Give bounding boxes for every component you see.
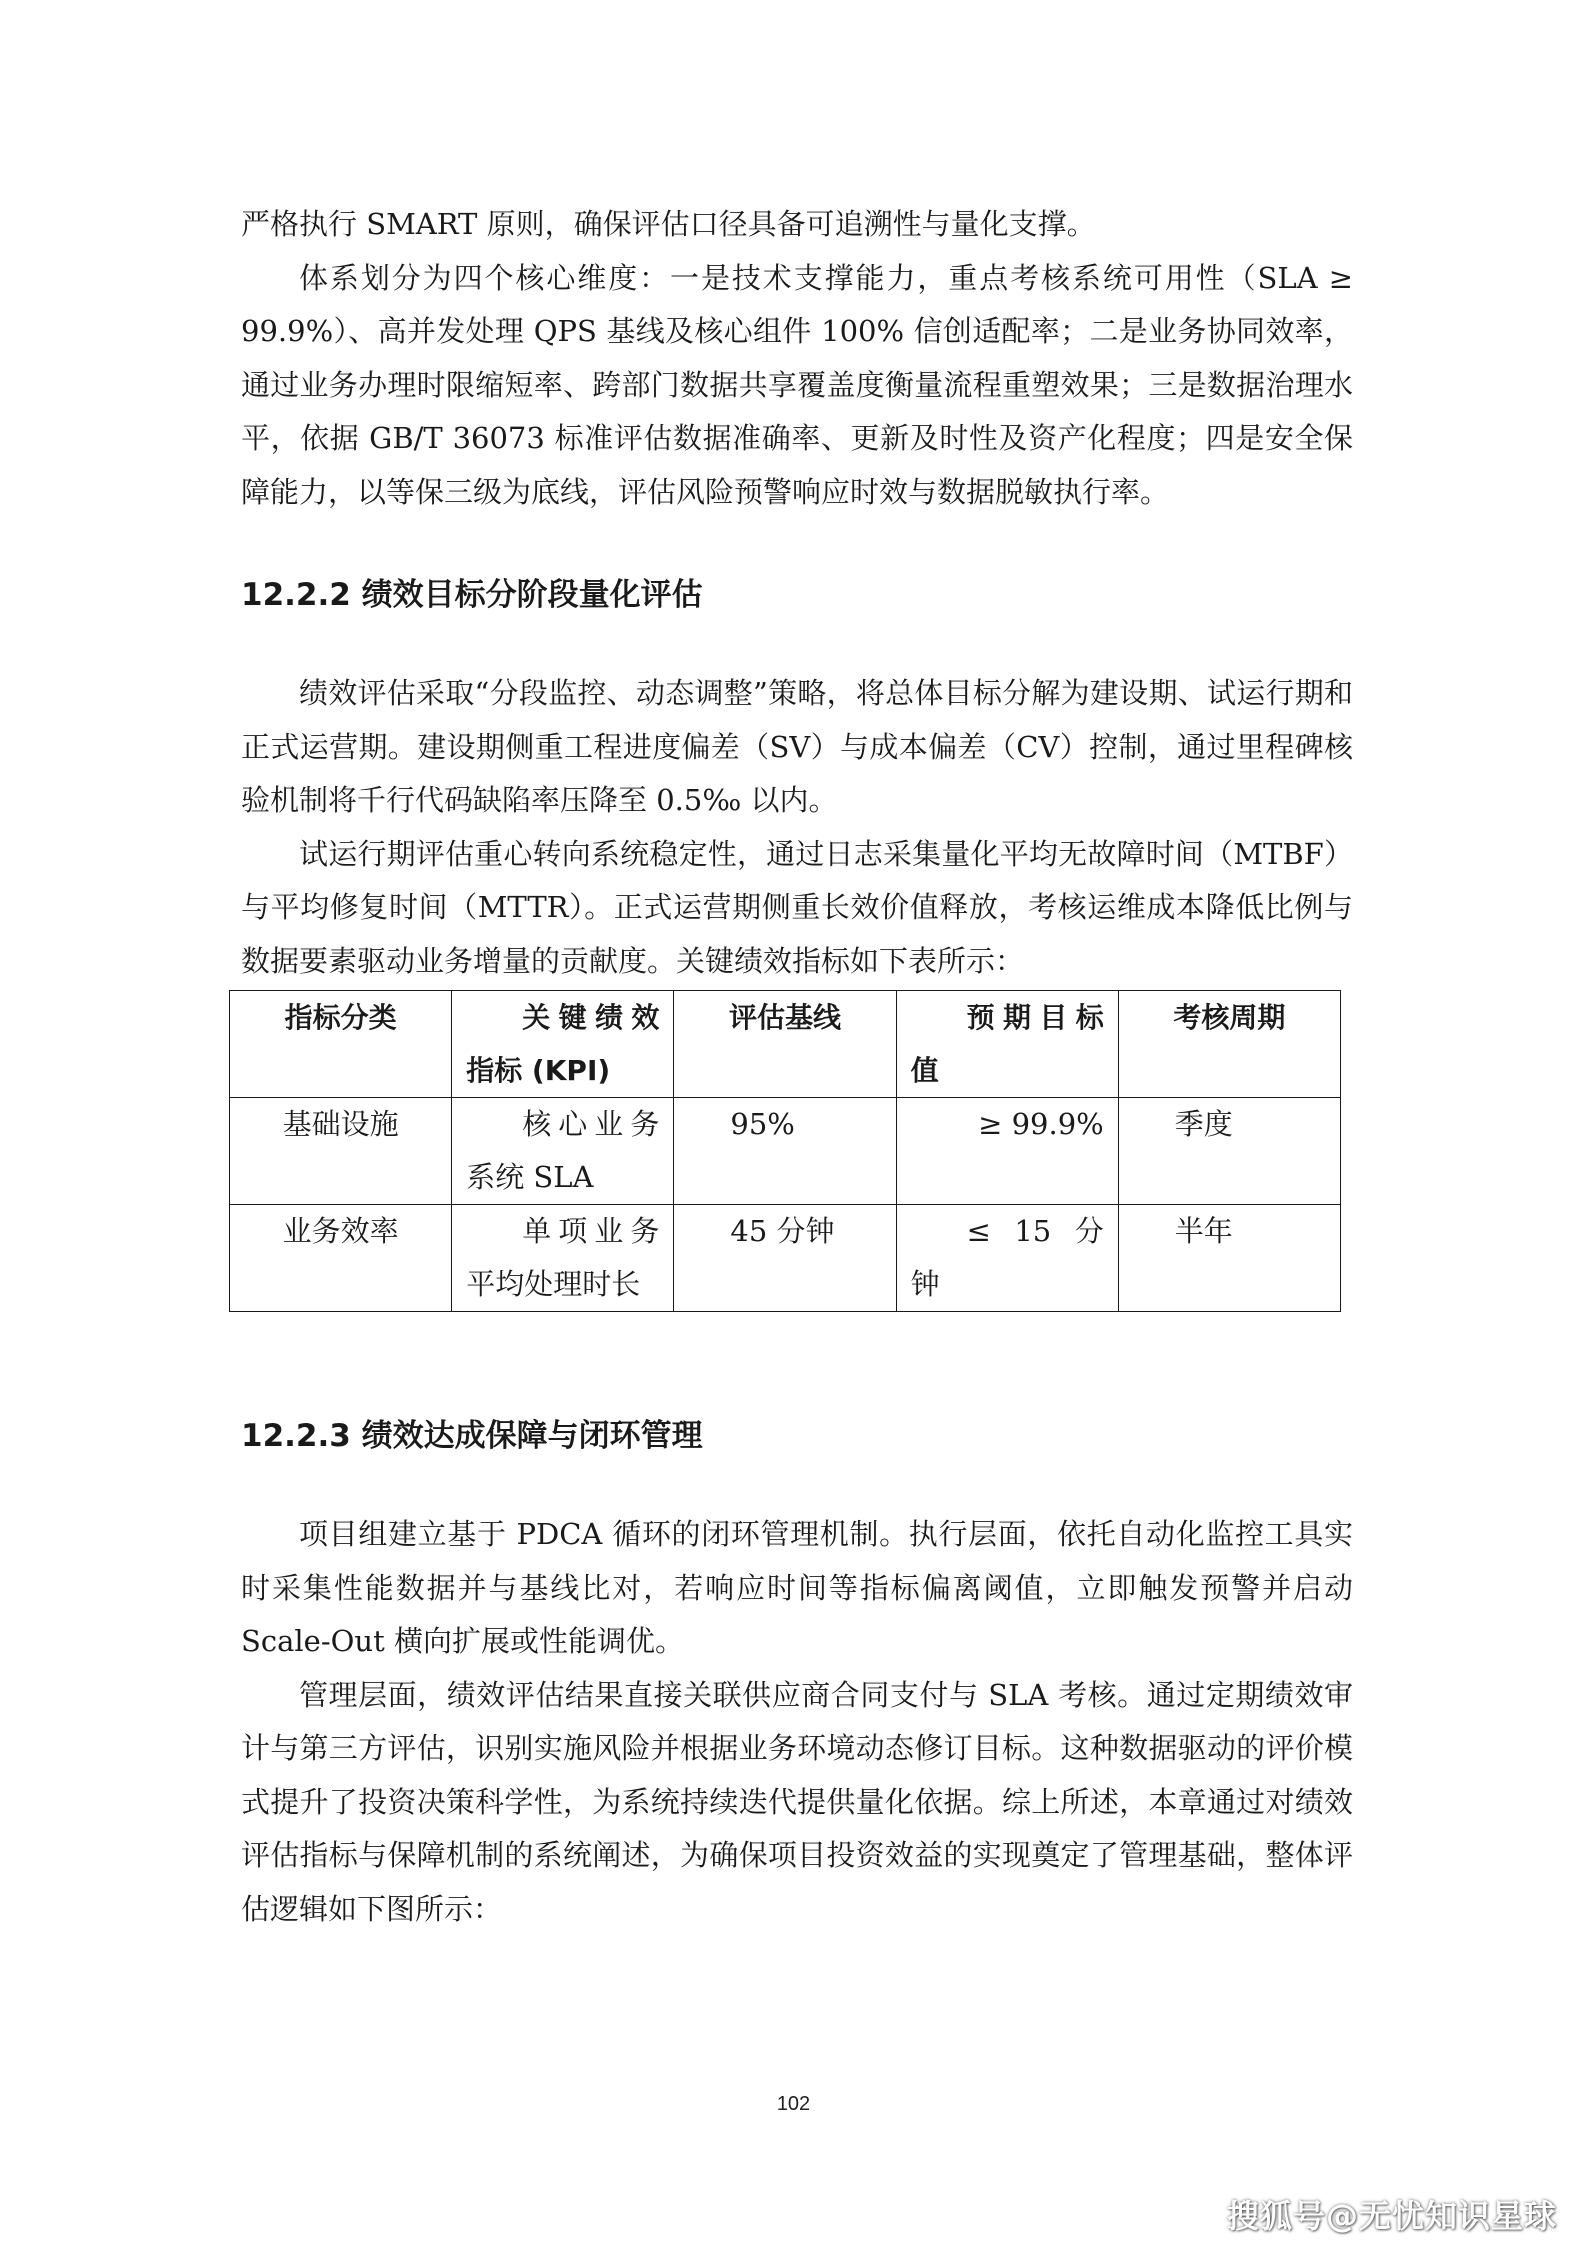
section-1223-paragraph-1: 项目组建立基于 PDCA 循环的闭环管理机制。执行层面，依托自动化监控工具实时采集性能数据并与基线比对，若响应时间等指标偏离阈值，立即触发预警并启动 Scale-Out 横向扩展或性能调优。 xyxy=(241,1517,1353,1658)
page-content xyxy=(241,198,1353,1936)
section-1222-paragraph-2: 试运行期评估重心转向系统稳定性，通过日志采集量化平均无故障时间（MTBF）与平均修复时间（MTTR）。正式运营期侧重长效价值释放，考核运维成本降低比例与数据要素驱动业务增量的贡献度。关键绩效指标如下表所示： xyxy=(241,836,1353,978)
kpi-header-indicator: 关键绩效指标 (KPI) xyxy=(452,991,674,1098)
kpi-table-header-row xyxy=(230,991,1341,1098)
kpi-cell-cycle: 半年 xyxy=(1118,1205,1340,1312)
kpi-header-cycle: 考核周期 xyxy=(1118,991,1340,1098)
kpi-cell-baseline: 45 分钟 xyxy=(674,1205,896,1312)
watermark-text: 搜狐号@无忧知识星球 xyxy=(1226,2197,1557,2235)
intro-paragraph-1: 严格执行 SMART 原则，确保评估口径具备可追溯性与量化支撑。 xyxy=(241,207,1096,241)
intro-paragraph-2: 体系划分为四个核心维度：一是技术支撑能力，重点考核系统可用性（SLA ≥ 99.9%）、高并发处理 QPS 基线及核心组件 100% 信创适配率；二是业务协同效率，通过业务办理时限缩短率、跨部门数据共享覆盖度衡量流程重塑效果；三是数据治理水平，依据 GB/T 36073 标准评估数据准确率、更新及时性及资产化程度；四是安全保障能力，以等保三级为底线，评估风险预警响应时效与数据脱敏执行率。 xyxy=(241,260,1353,509)
kpi-cell-cycle: 季度 xyxy=(1118,1098,1340,1205)
kpi-cell-indicator: 单项业务平均处理时长 xyxy=(452,1205,674,1312)
kpi-cell-indicator: 核心业务系统 SLA xyxy=(452,1098,674,1205)
kpi-cell-baseline: 95% xyxy=(674,1098,896,1205)
kpi-header-baseline: 评估基线 xyxy=(674,991,896,1098)
kpi-cell-target: ≥ 99.9% xyxy=(896,1098,1118,1205)
section-heading-12-2-2: 12.2.2 绩效目标分阶段量化评估 xyxy=(241,577,703,613)
kpi-cell-category: 基础设施 xyxy=(230,1098,452,1205)
section-heading-12-2-3: 12.2.3 绩效达成保障与闭环管理 xyxy=(241,1418,703,1454)
table-row xyxy=(230,1205,1341,1312)
kpi-header-category: 指标分类 xyxy=(230,991,452,1098)
kpi-table xyxy=(229,990,1341,1312)
section-1223-paragraph-2: 管理层面，绩效评估结果直接关联供应商合同支付与 SLA 考核。通过定期绩效审计与第三方评估，识别实施风险并根据业务环境动态修订目标。这种数据驱动的评价模式提升了投资决策科学性，为系统持续迭代提供量化依据。综上所述，本章通过对绩效评估指标与保障机制的系统阐述，为确保项目投资效益的实现奠定了管理基础，整体评估逻辑如下图所示： xyxy=(241,1677,1353,1926)
section-1222-paragraph-1: 绩效评估采取“分段监控、动态调整”策略，将总体目标分解为建设期、试运行期和正式运营期。建设期侧重工程进度偏差（SV）与成本偏差（CV）控制，通过里程碑核验机制将千行代码缺陷率压降至 0.5‰ 以内。 xyxy=(241,676,1353,817)
kpi-header-target: 预期目标值 xyxy=(896,991,1118,1098)
table-row xyxy=(230,1098,1341,1205)
kpi-cell-category: 业务效率 xyxy=(230,1205,452,1312)
page-number: 102 xyxy=(776,2093,811,2115)
kpi-cell-target: ≤ 15 分钟 xyxy=(896,1205,1118,1312)
